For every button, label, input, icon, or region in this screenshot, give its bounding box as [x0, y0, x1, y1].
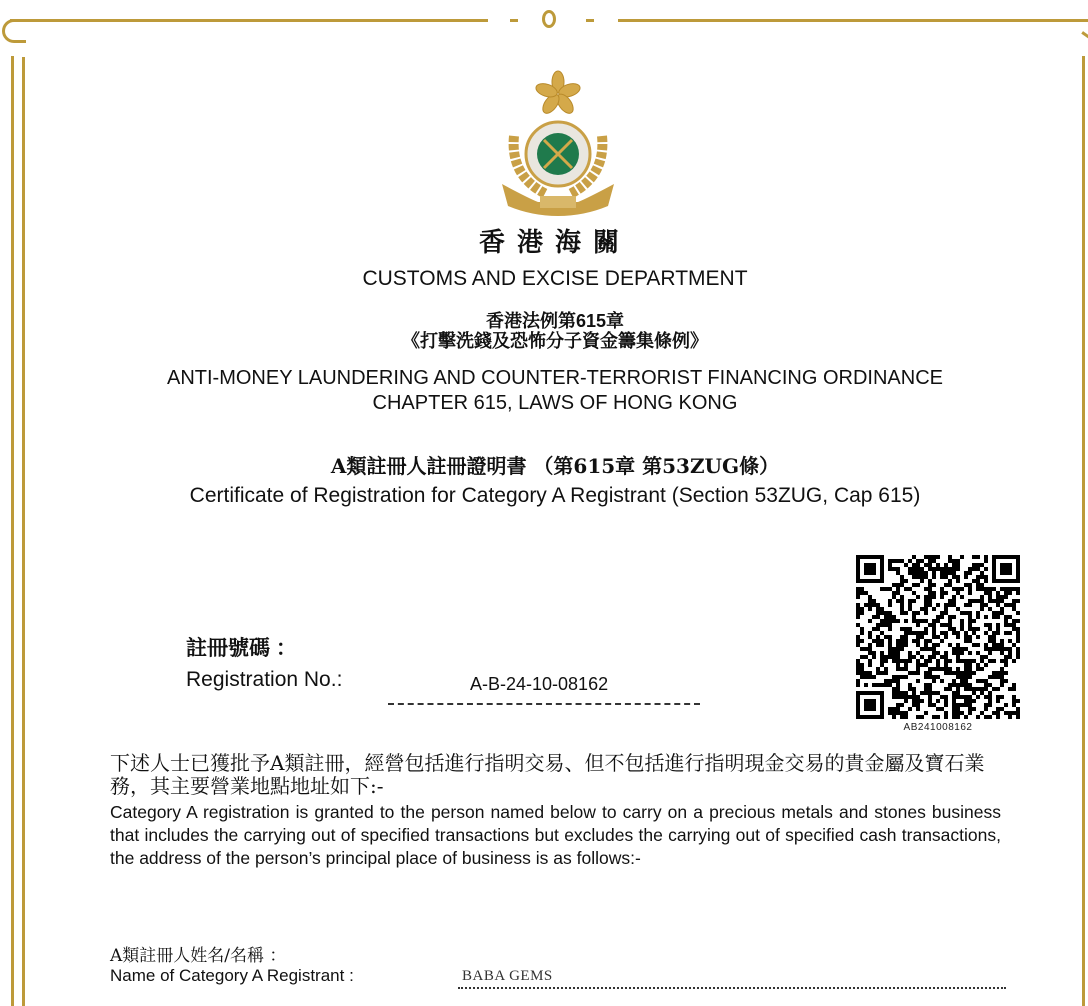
border-left-inner: [22, 57, 25, 1006]
registration-label-en: Registration No.:: [186, 668, 343, 691]
registrant-label-en: Name of Category A Registrant :: [110, 966, 354, 985]
border-right: [1082, 56, 1085, 1006]
qr-caption: AB241008162: [903, 722, 973, 733]
ordinance-chapter-zh: 香港法例第615章: [485, 311, 625, 331]
border-curl-left: [2, 19, 26, 43]
department-title-en: CUSTOMS AND EXCISE DEPARTMENT: [362, 267, 748, 290]
border-dash-left: [510, 19, 518, 22]
border-dash-right: [586, 19, 594, 22]
ordinance-name-en: ANTI-MONEY LAUNDERING AND COUNTER-TERRORIST FINANCING ORDINANCE: [167, 367, 943, 389]
registration-number: A-B-24-10-08162: [470, 674, 609, 694]
statement-zh: 下述人士已獲批予A類註冊，經營包括進行指明交易、但不包括進行指明現金交易的貴金屬及寶石業務，其主要營業地點地址如下:-: [110, 751, 985, 798]
certificate-title-en: Certificate of Registration for Category A Registrant (Section 53ZUG, Cap 615): [189, 484, 921, 507]
border-curl-right: [1076, 31, 1088, 50]
registration-underline: [388, 703, 700, 705]
department-title-zh: 香港海關: [478, 228, 631, 258]
registrant-underline: [458, 987, 1006, 989]
qr-finder-pattern: [856, 555, 884, 583]
statement-en: Category A registration is granted to the person named below to carry on a precious metals and stones business that includes the carrying out of specified transactions but excludes the carrying out of specified cash transactions, the address of the person’s principal place of business is as follows:-: [110, 802, 1001, 868]
qr-code: [856, 555, 1020, 719]
registration-label-zh: 註冊號碼 ：: [186, 637, 297, 660]
registrant-label-zh: A類註冊人姓名/名稱 ：: [110, 946, 287, 966]
customs-crest-icon: [494, 66, 622, 216]
ordinance-name-zh: 《打擊洗錢及恐怖分子資金籌集條例》: [402, 331, 708, 351]
ordinance-chapter-en: CHAPTER 615, LAWS OF HONG KONG: [372, 392, 738, 414]
qr-finder-pattern: [856, 691, 884, 719]
registrant-name: BABA GEMS: [462, 968, 553, 984]
certificate-title-zh: A類註冊人註冊證明書 （第615章 第53ZUG條）: [330, 454, 780, 478]
qr-finder-pattern: [992, 555, 1020, 583]
border-ornament-ring: [542, 10, 556, 28]
border-top-left: [10, 19, 488, 22]
border-left-outer: [11, 56, 14, 1006]
border-top-right: [618, 19, 1088, 22]
